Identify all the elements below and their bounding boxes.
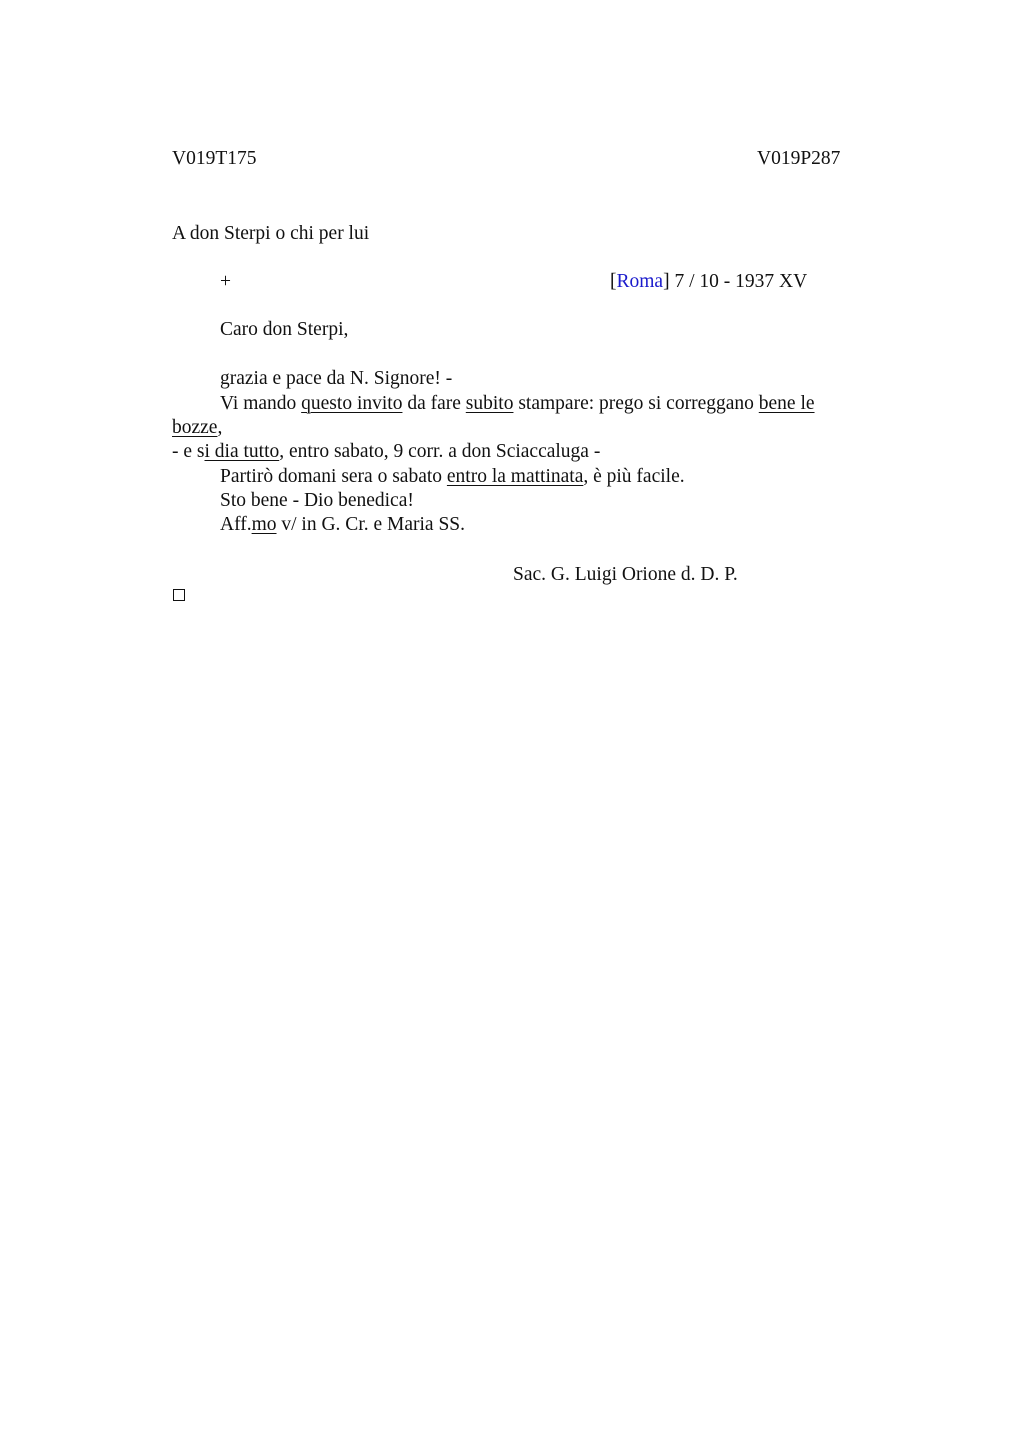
body-line-7 [220, 515, 465, 535]
body-text: Partirò domani sera o sabato [220, 466, 447, 487]
document-code-left: V019T175 [172, 148, 257, 169]
body-text: da fare [402, 393, 466, 414]
body-line-1: grazia e pace da N. Signore! - [220, 368, 453, 389]
body-line-2 [220, 394, 815, 414]
body-text: , è più facile. [583, 466, 685, 487]
date-bracket-open: [ [610, 271, 617, 292]
signature: Sac. G. Luigi Orione d. D. P. [513, 564, 738, 585]
underlined-text: subito [465, 393, 514, 414]
underlined-text: bozze [172, 417, 218, 438]
body-line-5 [220, 467, 685, 487]
body-text: v/ in G. Cr. e Maria SS. [276, 514, 466, 535]
underlined-text: bene le [758, 393, 815, 414]
empty-square-icon [173, 589, 185, 601]
underlined-text: mo [251, 514, 277, 535]
date-text: ] 7 / 10 - 1937 XV [663, 271, 808, 292]
body-text: Vi mando [220, 393, 302, 414]
cross-symbol: + [220, 271, 231, 292]
body-line-4 [172, 442, 600, 462]
body-text: - e s [172, 441, 205, 462]
body-text: , entro sabato, 9 corr. a don Sciaccaluga - [279, 441, 601, 462]
document-code-right: V019P287 [757, 148, 841, 169]
body-line-6: Sto bene - Dio benedica! [220, 490, 414, 511]
body-text: , [217, 417, 223, 438]
underlined-text: i dia tutto [204, 441, 280, 462]
addressee-line: A don Sterpi o chi per lui [172, 223, 370, 244]
date-line [610, 272, 807, 292]
underlined-text: entro la mattinata [446, 466, 584, 487]
body-text: stampare: prego si correggano [513, 393, 759, 414]
salutation: Caro don Sterpi, [220, 319, 349, 340]
body-line-3 [172, 418, 222, 438]
body-text: Aff. [220, 514, 252, 535]
place-link[interactable]: Roma [616, 271, 664, 292]
underlined-text: questo invito [301, 393, 403, 414]
